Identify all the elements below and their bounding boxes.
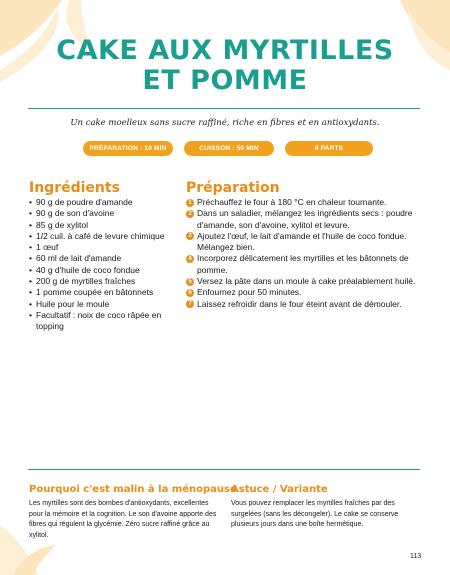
step-text: Enfournez pour 50 minutes. bbox=[197, 287, 302, 298]
ingredient-item: • 1/2 cuil. à café de levure chimique bbox=[29, 231, 179, 242]
ingredient-item: • 90 g de son d'avoine bbox=[29, 208, 179, 219]
step-number-badge: 3 bbox=[186, 232, 194, 240]
servings-pill: 8 PARTS bbox=[285, 141, 373, 156]
step-item bbox=[186, 276, 424, 287]
recipe-title-line-2: ET POMME bbox=[142, 65, 308, 96]
variant-tip-heading: Astuce / Variante bbox=[231, 484, 328, 495]
ingredient-item: • Huile pour le moule bbox=[29, 299, 179, 310]
ingredient-item: • 200 g de myrtilles fraîches bbox=[29, 276, 179, 287]
ingredient-item: • 60 ml de lait d'amande bbox=[29, 253, 179, 264]
step-number-badge: 4 bbox=[186, 255, 194, 263]
step-item bbox=[186, 253, 424, 276]
step-text: Préchauffez le four à 180 °C en chaleur tournante. bbox=[197, 197, 387, 207]
ingredient-item: • 1 œuf bbox=[29, 242, 179, 253]
preparation-heading: Préparation bbox=[186, 180, 280, 196]
ingredients-heading: Ingrédients bbox=[29, 180, 120, 196]
recipe-title-line-1: CAKE AUX MYRTILLES bbox=[56, 35, 394, 66]
step-text: Versez la pâte dans un moule à cake préalablement huilé. bbox=[197, 276, 416, 287]
ingredients-list bbox=[29, 197, 179, 333]
step-item bbox=[186, 287, 424, 298]
step-text: Ajoutez l'œuf, le lait d'amande et l'huile de coco fondue. Mélangez bien. bbox=[197, 230, 407, 253]
menopause-tip-text: Les myrtilles sont des bombes d'antioxydants, excellentes pour la mémoire et la cognition. Le son d'avoine apporte des fibres qui régulent la glycémie. Zéro sucre raffiné grâce au xylitol. bbox=[29, 500, 217, 539]
preparation-steps bbox=[186, 197, 424, 310]
step-number-badge: 7 bbox=[186, 300, 194, 308]
step-item bbox=[186, 208, 424, 231]
recipe-subtitle: Un cake moelleux sans sucre raffiné, riche en fibres et en antioxydants. bbox=[70, 118, 380, 128]
ingredient-item: • 90 g de poudre d'amande bbox=[29, 197, 179, 208]
ingredient-item: • Facultatif : noix de coco râpée en topping bbox=[29, 310, 179, 333]
ingredient-item: • 40 g d'huile de coco fondue bbox=[29, 265, 179, 276]
step-item bbox=[186, 231, 424, 254]
step-number-badge: 6 bbox=[186, 289, 194, 297]
page-number: 113 bbox=[410, 553, 422, 560]
step-item bbox=[186, 299, 424, 310]
step-number-badge: 5 bbox=[186, 278, 194, 286]
ingredient-item: • 85 g de xylitol bbox=[29, 220, 179, 231]
prep-time-pill: PRÉPARATION : 10 MIN bbox=[83, 141, 173, 156]
cook-time-pill: CUISSON : 50 MIN bbox=[184, 141, 274, 156]
step-number-badge: 2 bbox=[186, 210, 194, 218]
divider-bottom bbox=[28, 469, 420, 470]
ingredient-item: • 1 pomme coupée en bâtonnets bbox=[29, 287, 179, 298]
step-number-badge: 1 bbox=[186, 199, 194, 207]
variant-tip-text: Vous pouvez remplacer les myrtilles fraîches par des surgelées (sans les décongeler). Le cake se conserve plusieurs jours dans une boîte hermétique. bbox=[231, 500, 399, 528]
step-text: Laissez refroidir dans le four éteint avant de démouler. bbox=[197, 298, 402, 309]
step-text: Incorporez délicatement les myrtilles et les bâtonnets de pomme. bbox=[197, 253, 409, 275]
recipe-title bbox=[0, 36, 450, 96]
menopause-tip-heading: Pourquoi c'est malin à la ménopause bbox=[29, 484, 237, 495]
step-text: Dans un saladier, mélangez les ingrédients secs : poudre d'amande, son d'avoine, xylitol et levure. bbox=[197, 208, 413, 230]
step-item bbox=[186, 197, 424, 208]
divider-top bbox=[28, 108, 420, 109]
